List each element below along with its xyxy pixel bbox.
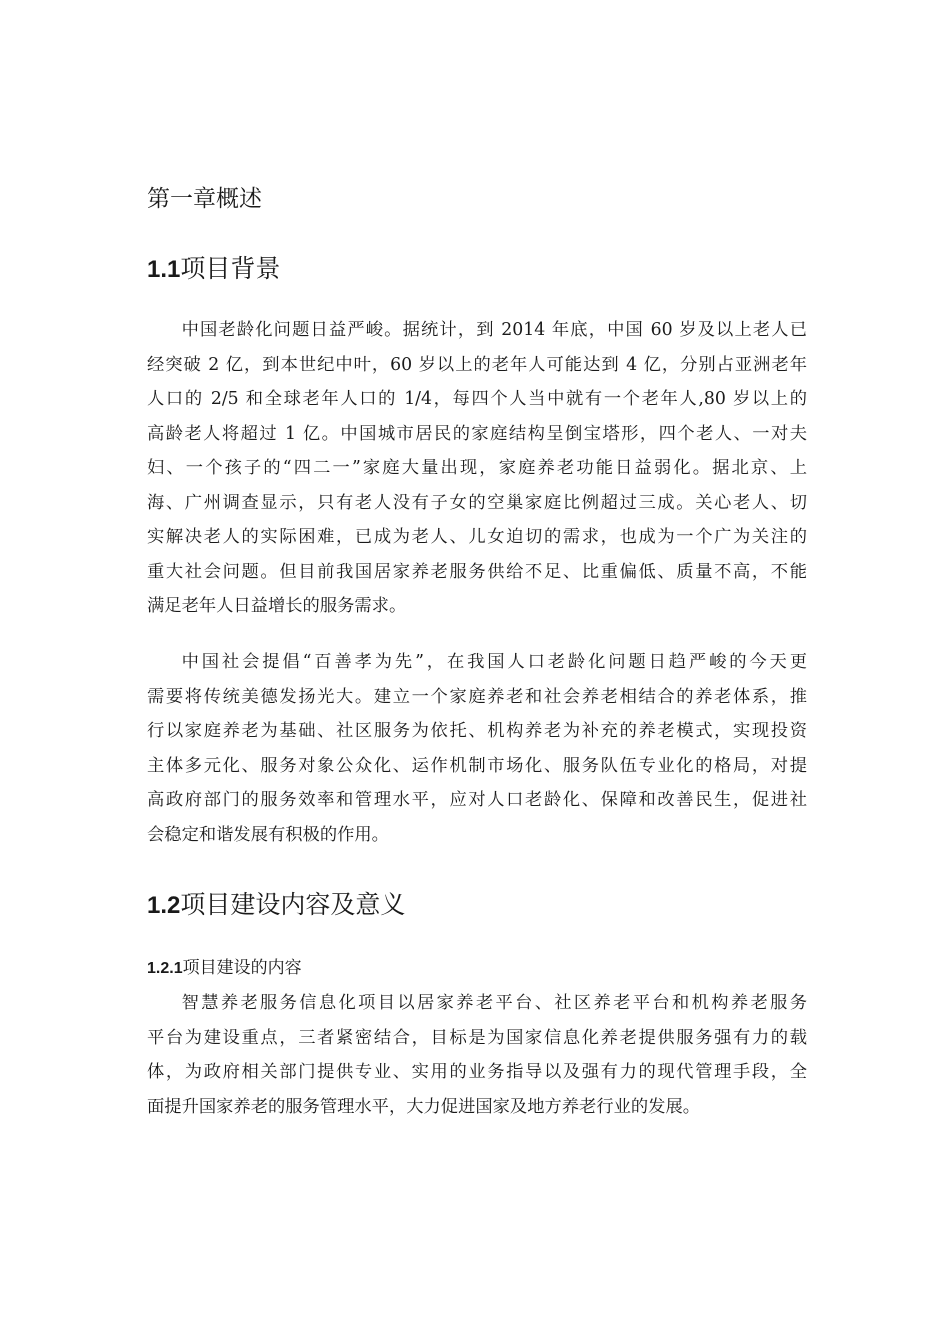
section-heading-1-2 [147,888,405,923]
chapter-title: 第一章概述 [147,186,262,212]
paragraph-line: 智慧养老服务信息化项目以居家养老平台、社区养老平台和机构养老服务 [181,993,807,1013]
section-number: 1.1 [147,256,181,283]
subsection-heading-1-2-1 [147,955,302,982]
paragraph-line: 主体多元化、服务对象公众化、运作机制市场化、服务队伍专业化的格局，对提 [147,755,807,776]
paragraph-line: 经突破 2 亿，到本世纪中叶，60 岁以上的老年人可能达到 4 亿，分别占亚洲老年 [147,354,807,375]
paragraph-line: 体，为政府相关部门提供专业、实用的业务指导以及强有力的现代管理手段，全 [147,1062,807,1082]
paragraph-line: 会稳定和谐发展有积极的作用。 [147,824,389,845]
paragraph-line: 妇、一个孩子的“四二一”家庭大量出现，家庭养老功能日益弱化。据北京、上 [147,458,807,478]
paragraph-line: 高政府部门的服务效率和管理水平，应对人口老龄化、保障和改善民生，促进社 [147,790,807,810]
paragraph-line: 人口的 2/5 和全球老年人口的 1/4，每四个人当中就有一个老年人,80 岁以上的 [147,389,807,409]
section-number: 1.2 [147,892,181,919]
paragraph-line: 高龄老人将超过 1 亿。中国城市居民的家庭结构呈倒宝塔形，四个老人、一对夫 [147,423,807,444]
paragraph-background-2 [147,645,807,852]
paragraph-line: 平台为建设重点，三者紧密结合，目标是为国家信息化养老提供服务强有力的载 [147,1027,807,1048]
paragraph-line: 重大社会问题。但目前我国居家养老服务供给不足、比重偏低、质量不高，不能 [147,561,807,582]
paragraph-line: 面提升国家养老的服务管理水平，大力促进国家及地方养老行业的发展。 [147,1096,701,1117]
paragraph-line: 满足老年人日益增长的服务需求。 [147,596,407,616]
section-title: 项目建设内容及意义 [180,890,406,919]
paragraph-line: 需要将传统美德发扬光大。建立一个家庭养老和社会养老相结合的养老体系，推 [147,686,807,707]
paragraph-line: 中国老龄化问题日益严峻。据统计，到 2014 年底，中国 60 岁及以上老人已 [181,320,807,340]
paragraph-line: 海、广州调查显示，只有老人没有子女的空巢家庭比例超过三成。关心老人、切 [147,492,807,513]
subsection-title: 项目建设的内容 [182,958,302,978]
paragraph-background-1 [147,313,807,624]
paragraph-construction-content [147,986,807,1124]
paragraph-line: 中国社会提倡“百善孝为先”，在我国人口老龄化问题日趋严峻的今天更 [181,652,807,672]
paragraph-line: 实解决老人的实际困难，已成为老人、儿女迫切的需求，也成为一个广为关注的 [147,527,807,547]
paragraph-line: 行以家庭养老为基础、社区服务为依托、机构养老为补充的养老模式，实现投资 [147,721,807,741]
subsection-number: 1.2.1 [147,960,183,977]
section-heading-1-1 [147,252,280,287]
section-title: 项目背景 [180,254,281,283]
